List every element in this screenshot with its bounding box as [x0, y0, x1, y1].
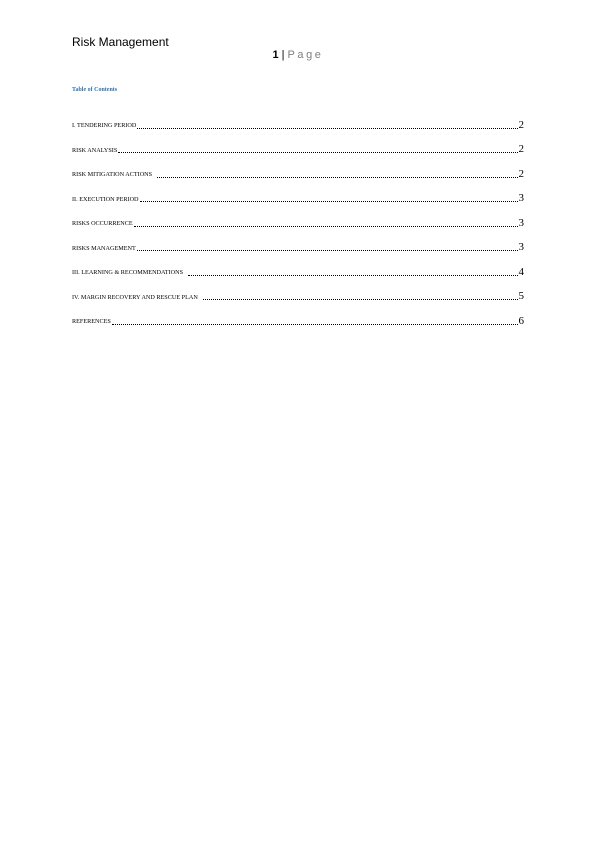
toc-entry-execution-period[interactable]: [72, 180, 524, 205]
toc-entry-page[interactable]: 5: [518, 290, 524, 302]
document-header-title: Risk Management: [72, 35, 169, 49]
toc-entry-tendering-period[interactable]: [72, 106, 524, 131]
page-label: Page: [287, 49, 324, 61]
toc-entry-page[interactable]: 6: [518, 314, 524, 327]
toc-dot-leader: [157, 176, 517, 178]
toc-dot-leader: [188, 274, 517, 276]
toc-dot-leader: [112, 323, 518, 325]
toc-entry-label[interactable]: IV. MARGIN RECOVERY AND RESCUE PLAN: [72, 293, 198, 301]
toc-entry-label[interactable]: RISK ANALYSIS: [72, 146, 118, 154]
toc-entry-references[interactable]: [72, 302, 524, 327]
page-number: [0, 49, 596, 61]
toc-entry-page[interactable]: 3: [518, 216, 524, 229]
toc-entry-label[interactable]: I. TENDERING PERIOD: [72, 122, 137, 130]
toc-dot-leader: [134, 225, 518, 227]
toc-heading: Table of Contents: [72, 87, 118, 93]
toc-entry-label[interactable]: III. LEARNING & RECOMMENDATIONS: [72, 269, 184, 277]
toc-entry-page[interactable]: 4: [518, 265, 524, 278]
toc-entry-label[interactable]: RISKS OCCURRENCE: [72, 220, 133, 228]
toc-entry-page[interactable]: 2: [518, 143, 524, 155]
toc-entry-label[interactable]: RISKS MANAGEMENT: [72, 244, 136, 252]
page-number-value: 1: [272, 49, 279, 61]
table-of-contents: [72, 106, 524, 327]
toc-entry-risks-management[interactable]: [72, 229, 524, 254]
toc-dot-leader: [137, 127, 517, 129]
toc-entry-learning-recommendations[interactable]: [72, 253, 524, 278]
toc-dot-leader: [118, 151, 517, 153]
toc-entry-risk-mitigation-actions[interactable]: [72, 155, 524, 180]
toc-dot-leader: [140, 200, 518, 202]
toc-entry-label[interactable]: REFERENCES: [72, 318, 111, 326]
toc-entry-label[interactable]: II. EXECUTION PERIOD: [72, 195, 139, 203]
toc-dot-leader: [137, 249, 518, 251]
toc-dot-leader: [203, 298, 518, 300]
page-number-separator: |: [281, 49, 285, 61]
toc-entry-page[interactable]: 2: [518, 167, 524, 180]
toc-entry-page[interactable]: 2: [518, 118, 524, 131]
toc-entry-risks-occurrence[interactable]: [72, 204, 524, 229]
toc-entry-page[interactable]: 3: [518, 241, 524, 253]
toc-entry-page[interactable]: 3: [518, 192, 524, 204]
toc-entry-risk-analysis[interactable]: [72, 131, 524, 156]
toc-entry-label[interactable]: RISK MITIGATION ACTIONS: [72, 171, 153, 179]
toc-entry-margin-recovery[interactable]: [72, 278, 524, 303]
